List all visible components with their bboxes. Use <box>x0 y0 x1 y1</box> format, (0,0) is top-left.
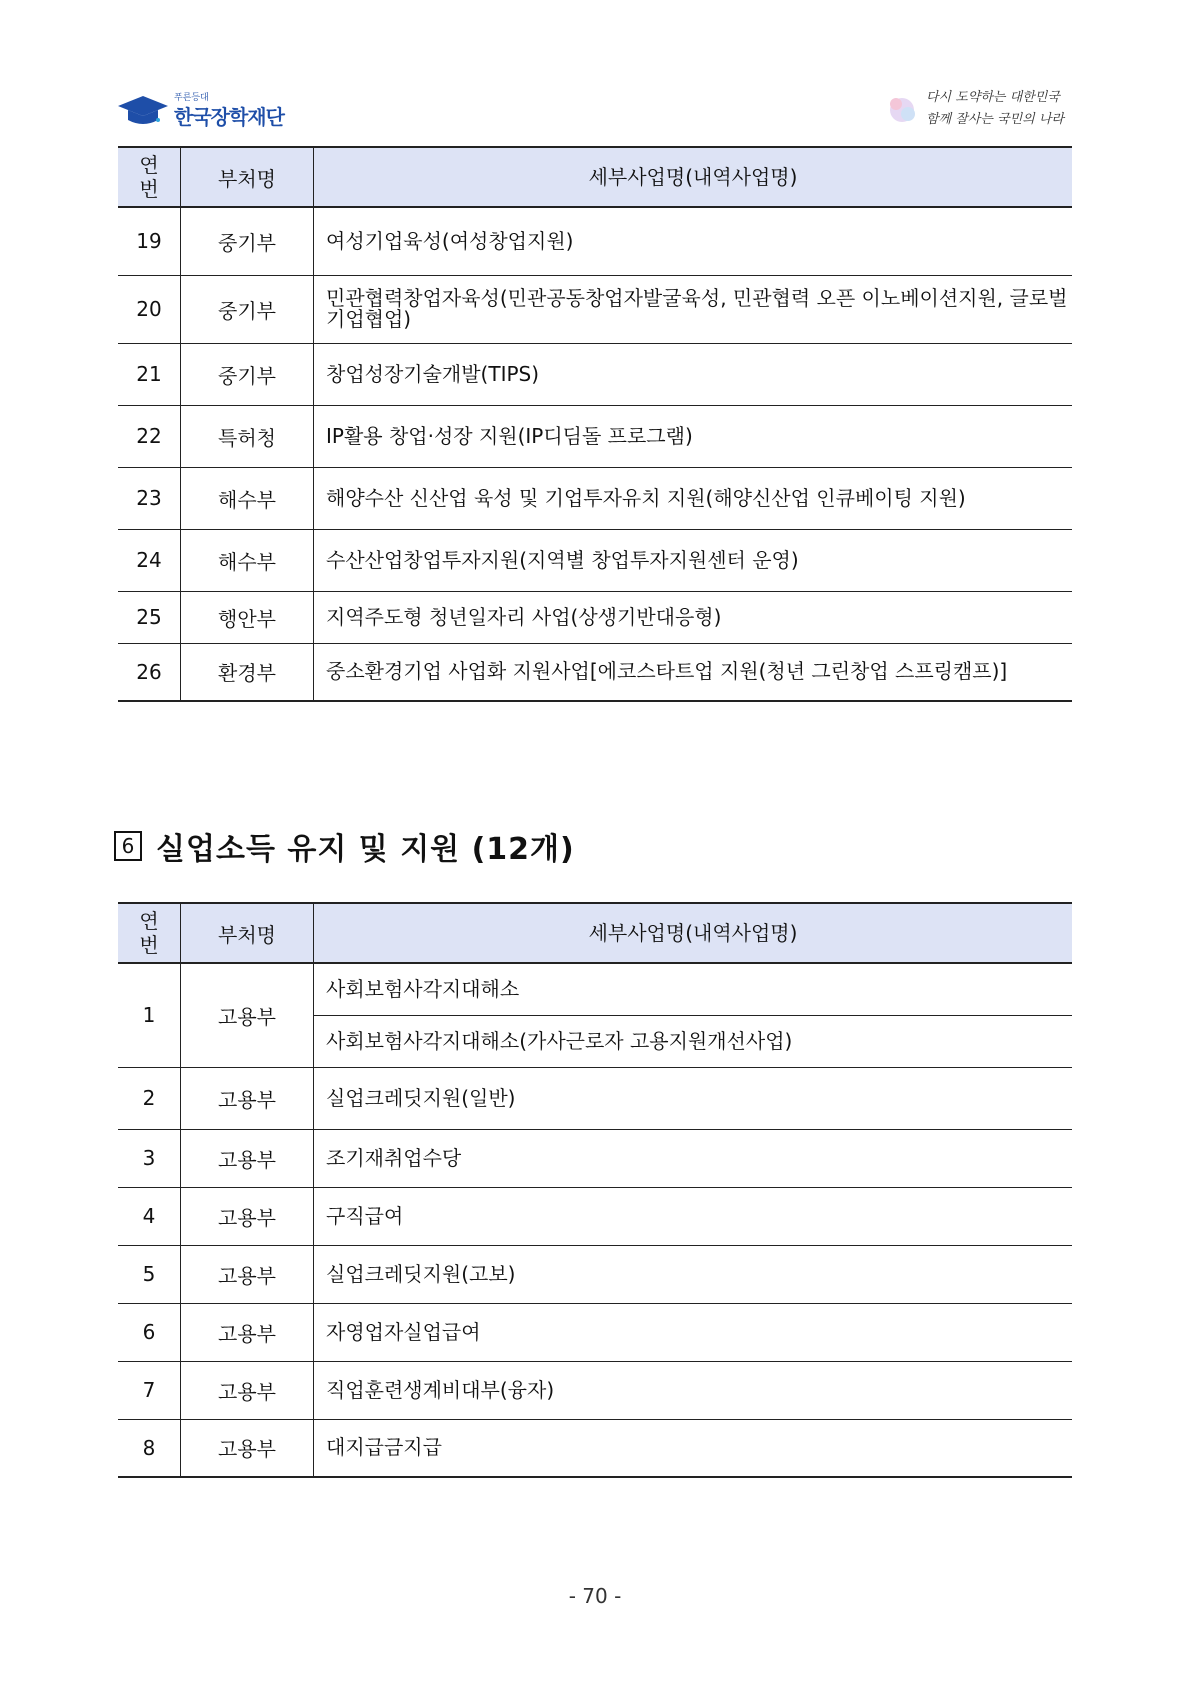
table-row <box>118 1361 1072 1419</box>
department-cell: 해수부 <box>181 467 314 529</box>
unemployment-support-table <box>118 902 1072 1478</box>
department-cell: 고용부 <box>181 963 314 1067</box>
slogan-line-2: 함께 잘사는 국민의 나라 <box>926 112 1064 127</box>
department-cell: 고용부 <box>181 1361 314 1419</box>
government-slogan <box>882 84 1082 130</box>
table-row <box>118 275 1072 343</box>
table-row <box>118 207 1072 275</box>
column-header-dept: 부처명 <box>181 147 314 207</box>
table-row <box>118 643 1072 701</box>
row-number: 20 <box>118 275 181 343</box>
program-name-cell: 조기재취업수당 <box>314 1129 1073 1187</box>
department-cell: 고용부 <box>181 1067 314 1129</box>
table-row <box>118 405 1072 467</box>
slogan-line-1: 다시 도약하는 대한민국 <box>926 90 1060 105</box>
department-cell: 고용부 <box>181 1245 314 1303</box>
program-name-cell: 구직급여 <box>314 1187 1073 1245</box>
column-header-name: 세부사업명(내역사업명) <box>314 147 1073 207</box>
program-name-cell: 중소환경기업 사업화 지원사업[에코스타트업 지원(청년 그린창업 스프링캠프)] <box>314 643 1073 701</box>
table-row <box>118 1187 1072 1245</box>
column-header-no-label: 연 번 <box>139 153 159 201</box>
program-name-cell: 민관협력창업자육성(민관공동창업자발굴육성, 민관협력 오픈 이노베이션지원, 글로벌기업협업) <box>314 275 1073 343</box>
department-cell: 중기부 <box>181 207 314 275</box>
table-row <box>118 529 1072 591</box>
row-number: 24 <box>118 529 181 591</box>
program-name-cell: 자영업자실업급여 <box>314 1303 1073 1361</box>
logo-name: 한국장학재단 <box>174 105 284 129</box>
row-number: 26 <box>118 643 181 701</box>
department-cell: 고용부 <box>181 1187 314 1245</box>
department-cell: 중기부 <box>181 343 314 405</box>
row-number: 8 <box>118 1419 181 1477</box>
program-name-cell: 수산산업창업투자지원(지역별 창업투자지원센터 운영) <box>314 529 1073 591</box>
table-row <box>118 591 1072 643</box>
table-row <box>118 467 1072 529</box>
graduation-cap-icon <box>116 94 170 126</box>
program-name-cell: 창업성장기술개발(TIPS) <box>314 343 1073 405</box>
row-number: 21 <box>118 343 181 405</box>
row-number: 25 <box>118 591 181 643</box>
section-number: 6 <box>114 831 142 861</box>
row-number: 6 <box>118 1303 181 1361</box>
table-row <box>118 1129 1072 1187</box>
row-number: 1 <box>118 963 181 1067</box>
program-name-cell: 사회보험사각지대해소 <box>314 963 1073 1015</box>
table-row <box>118 1303 1072 1361</box>
row-number: 22 <box>118 405 181 467</box>
program-name-cell: 실업크레딧지원(일반) <box>314 1067 1073 1129</box>
program-name-cell: 직업훈련생계비대부(융자) <box>314 1361 1073 1419</box>
department-cell: 해수부 <box>181 529 314 591</box>
section-heading <box>114 826 575 866</box>
department-cell: 고용부 <box>181 1129 314 1187</box>
slogan-emblem-icon <box>882 90 922 126</box>
department-cell: 고용부 <box>181 1303 314 1361</box>
department-cell: 중기부 <box>181 275 314 343</box>
program-name-cell: IP활용 창업·성장 지원(IP디딤돌 프로그램) <box>314 405 1073 467</box>
row-number: 23 <box>118 467 181 529</box>
column-header-name: 세부사업명(내역사업명) <box>314 903 1073 963</box>
row-number: 7 <box>118 1361 181 1419</box>
row-number: 19 <box>118 207 181 275</box>
table-row <box>118 343 1072 405</box>
table-header-row <box>118 147 1072 207</box>
program-name-cell: 사회보험사각지대해소(가사근로자 고용지원개선사업) <box>314 1015 1073 1067</box>
column-header-no <box>118 903 181 963</box>
table-header-row <box>118 903 1072 963</box>
foundation-logo <box>116 88 296 132</box>
page-number: - 70 - <box>568 1584 622 1608</box>
program-name-cell: 여성기업육성(여성창업지원) <box>314 207 1073 275</box>
department-cell: 고용부 <box>181 1419 314 1477</box>
program-name-cell: 해양수산 신산업 육성 및 기업투자유치 지원(해양신산업 인큐베이팅 지원) <box>314 467 1073 529</box>
row-number: 4 <box>118 1187 181 1245</box>
logo-tagline: 푸른등대 <box>174 93 209 103</box>
row-number: 2 <box>118 1067 181 1129</box>
row-number: 5 <box>118 1245 181 1303</box>
table-row <box>118 963 1072 1015</box>
department-cell: 환경부 <box>181 643 314 701</box>
table-row <box>118 1419 1072 1477</box>
startup-support-table <box>118 146 1072 702</box>
program-name-cell: 지역주도형 청년일자리 사업(상생기반대응형) <box>314 591 1073 643</box>
column-header-dept: 부처명 <box>181 903 314 963</box>
section-title: 실업소득 유지 및 지원 (12개) <box>156 832 575 867</box>
table-row <box>118 1245 1072 1303</box>
row-number: 3 <box>118 1129 181 1187</box>
department-cell: 행안부 <box>181 591 314 643</box>
department-cell: 특허청 <box>181 405 314 467</box>
column-header-no-label: 연 번 <box>139 909 159 957</box>
table-row <box>118 1067 1072 1129</box>
column-header-no <box>118 147 181 207</box>
program-name-cell: 실업크레딧지원(고보) <box>314 1245 1073 1303</box>
program-name-cell: 대지급금지급 <box>314 1419 1073 1477</box>
